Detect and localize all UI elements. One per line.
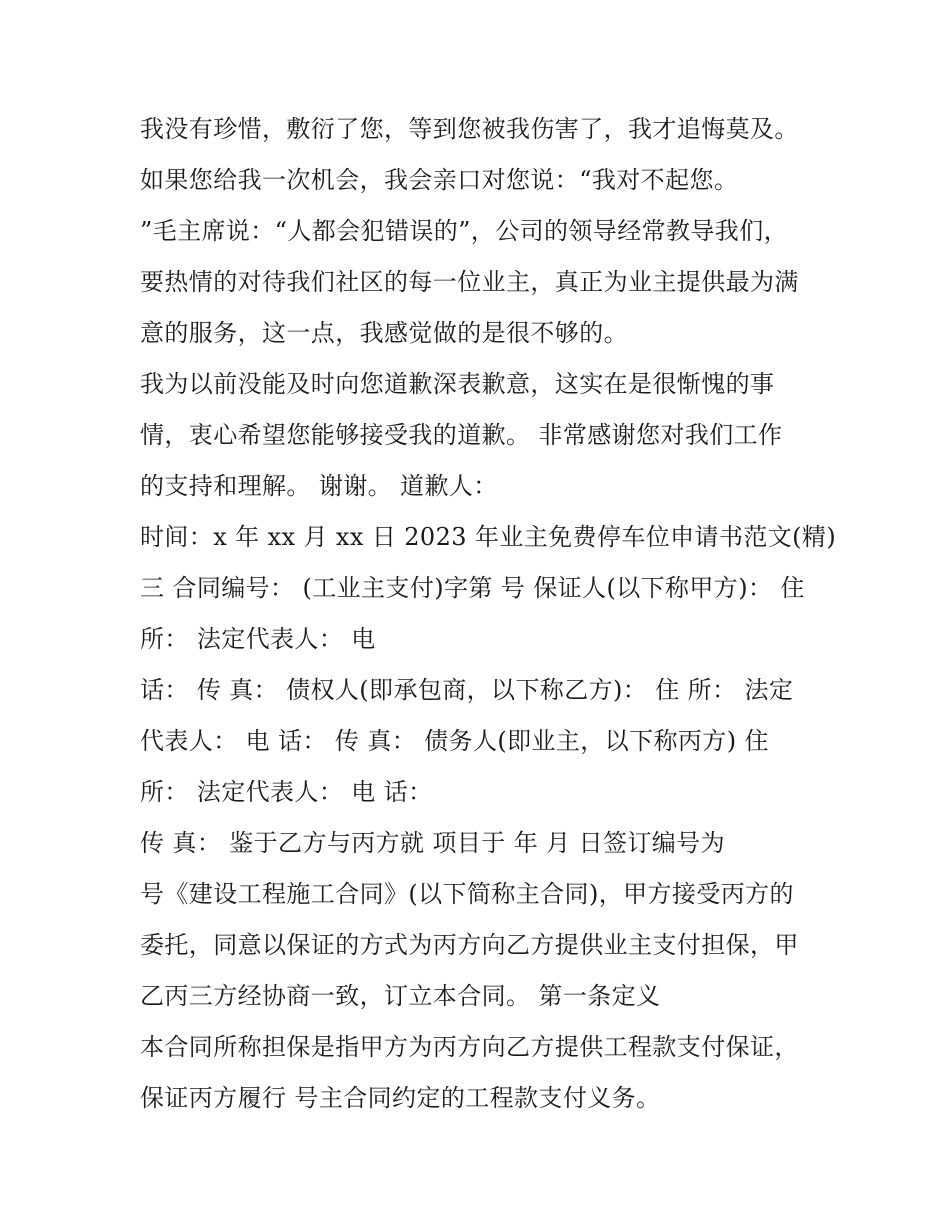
text-line: ”毛主席说：“人都会犯错误的”，公司的领导经常教导我们，	[140, 217, 789, 245]
text-line: 情，衷心希望您能够接受我的道歉。 非常感谢您对我们工作	[140, 421, 783, 449]
text-line: 保证丙方履行 号主合同约定的工程款支付义务。	[140, 1084, 661, 1112]
text-line: 所： 法定代表人： 电	[140, 625, 376, 653]
text-line: 我没有珍惜，敷衍了您，等到您被我伤害了，我才追悔莫及。	[140, 115, 799, 143]
text-line: 乙丙三方经协商一致，订立本合同。 第一条定义	[140, 982, 661, 1010]
text-line: 要热情的对待我们社区的每一位业主，真正为业主提供最为满	[140, 268, 799, 296]
text-line: 号《建设工程施工合同》(以下简称主合同)，甲方接受丙方的	[140, 880, 794, 908]
text-line: 委托，同意以保证的方式为丙方向乙方提供业主支付担保，甲	[140, 931, 799, 959]
text-line: 三 合同编号： (工业主支付)字第 号 保证人(以下称甲方)： 住	[140, 574, 805, 602]
text-line: 传 真： 鉴于乙方与丙方就 项目于 年 月 日签订编号为	[140, 829, 725, 857]
document-body	[140, 104, 837, 1124]
text-line: 如果您给我一次机会，我会亲口对您说：“我对不起您。	[140, 166, 739, 194]
text-line: 代表人： 电 话： 传 真： 债务人(即业主，以下称丙方) 住	[140, 727, 769, 755]
text-line: 时间：x 年 xx 月 xx 日 2023 年业主免费停车位申请书范文(精)	[140, 523, 837, 551]
text-line: 我为以前没能及时向您道歉深表歉意，这实在是很惭愧的事	[140, 370, 775, 398]
text-line: 的支持和理解。 谢谢。 道歉人：	[140, 472, 498, 500]
text-line: 本合同所称担保是指甲方为丙方向乙方提供工程款支付保证，	[140, 1033, 799, 1061]
text-line: 意的服务，这一点，我感觉做的是很不够的。	[140, 319, 628, 347]
text-line: 话： 传 真： 债权人(即承包商，以下称乙方)： 住 所： 法定	[140, 676, 794, 704]
text-line: 所： 法定代表人： 电 话：	[140, 778, 433, 806]
